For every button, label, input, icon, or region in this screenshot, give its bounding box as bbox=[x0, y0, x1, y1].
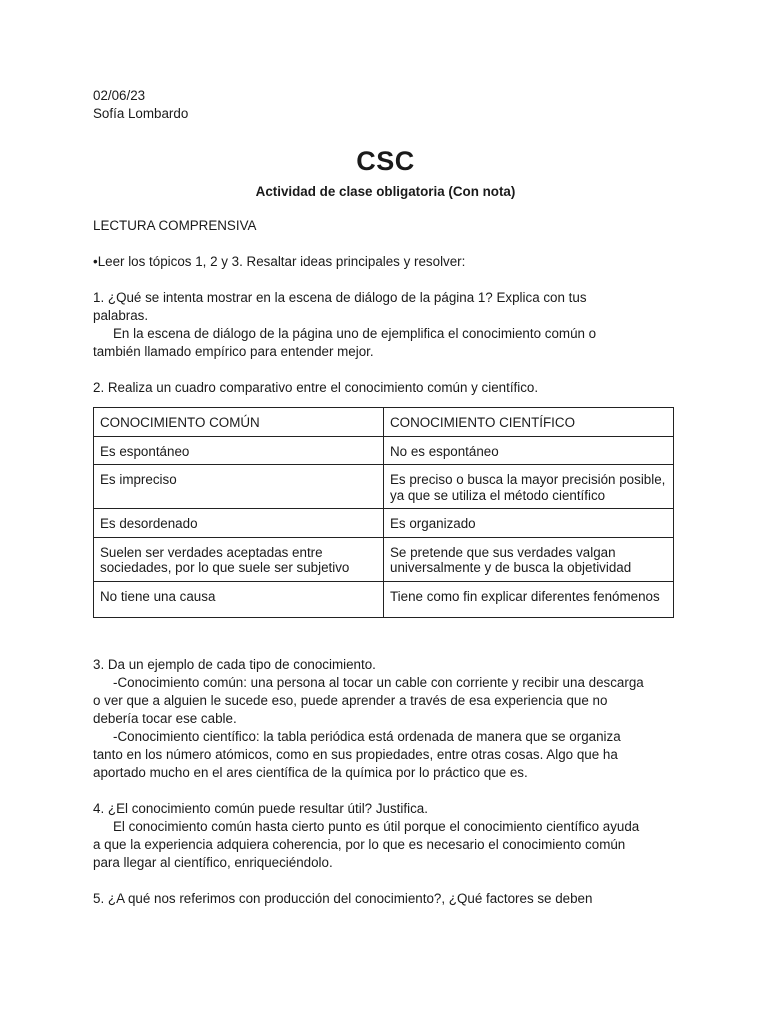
table-cell: Es impreciso bbox=[94, 465, 384, 509]
section-heading: LECTURA COMPRENSIVA bbox=[93, 218, 257, 233]
answer-3a-line-3: debería tocar ese cable. bbox=[93, 711, 237, 726]
answer-3b-line-1: -Conocimiento científico: la tabla periódica está ordenada de manera que se organiza bbox=[113, 729, 621, 744]
table-row bbox=[94, 537, 674, 581]
answer-1-line-1: En la escena de diálogo de la página uno de ejemplifica el conocimiento común o bbox=[113, 326, 597, 341]
table-row bbox=[94, 436, 674, 465]
table-cell: Tiene como fin explicar diferentes fenómenos bbox=[384, 581, 674, 618]
table-cell: No tiene una causa bbox=[94, 581, 384, 618]
table-cell: No es espontáneo bbox=[384, 436, 674, 465]
table-cell: Suelen ser verdades aceptadas entre sociedades, por lo que suele ser subjetivo bbox=[94, 537, 384, 581]
table-row bbox=[94, 509, 674, 538]
comparison-table bbox=[93, 407, 674, 618]
document-page bbox=[93, 87, 678, 908]
table-row bbox=[94, 581, 674, 618]
question-3: 3. Da un ejemplo de cada tipo de conocimiento. bbox=[93, 657, 376, 672]
answer-4-line-2: a que la experiencia adquiera coherencia, por lo que es necesario el conocimiento común bbox=[93, 837, 626, 852]
answer-3a-line-2: o ver que a alguien le sucede eso, puede aprender a través de esa experiencia que no bbox=[93, 693, 608, 708]
question-5: 5. ¿A qué nos referimos con producción del conocimiento?, ¿Qué factores se deben bbox=[93, 891, 593, 906]
instruction-text: •Leer los tópicos 1, 2 y 3. Resaltar ideas principales y resolver: bbox=[93, 254, 466, 269]
date: 02/06/23 bbox=[93, 88, 146, 103]
answer-3a-line-1: -Conocimiento común: una persona al tocar un cable con corriente y recibir una descarga bbox=[113, 675, 644, 690]
question-2: 2. Realiza un cuadro comparativo entre el conocimiento común y científico. bbox=[93, 380, 539, 395]
table-cell: Es preciso o busca la mayor precisión posible, ya que se utiliza el método científico bbox=[384, 465, 674, 509]
table-cell: Es organizado bbox=[384, 509, 674, 538]
table-header-row bbox=[94, 408, 674, 437]
table-cell: Se pretende que sus verdades valgan universalmente y de busca la objetividad bbox=[384, 537, 674, 581]
answer-1-line-2: también llamado empírico para entender mejor. bbox=[93, 344, 374, 359]
document-subtitle: Actividad de clase obligatoria (Con nota) bbox=[255, 184, 516, 199]
answer-3b-line-2: tanto en los número atómicos, como en sus propiedades, entre otras cosas. Algo que ha bbox=[93, 747, 618, 762]
table-header-cell: CONOCIMIENTO CIENTÍFICO bbox=[384, 408, 674, 437]
answer-4-line-1: El conocimiento común hasta cierto punto es útil porque el conocimiento científico ayuda bbox=[113, 819, 640, 834]
question-4: 4. ¿El conocimiento común puede resultar útil? Justifica. bbox=[93, 801, 428, 816]
table-row bbox=[94, 465, 674, 509]
question-1-line-1: 1. ¿Qué se intenta mostrar en la escena de diálogo de la página 1? Explica con tus bbox=[93, 290, 587, 305]
table-header-cell: CONOCIMIENTO COMÚN bbox=[94, 408, 384, 437]
document-title: CSC bbox=[356, 146, 415, 176]
author-name: Sofía Lombardo bbox=[93, 106, 189, 121]
answer-4-line-3: para llegar al científico, enriqueciéndolo. bbox=[93, 855, 333, 870]
table-cell: Es desordenado bbox=[94, 509, 384, 538]
question-1-line-2: palabras. bbox=[93, 308, 149, 323]
answer-3b-line-3: aportado mucho en el ares científica de la química por lo práctico que es. bbox=[93, 765, 528, 780]
table-cell: Es espontáneo bbox=[94, 436, 384, 465]
